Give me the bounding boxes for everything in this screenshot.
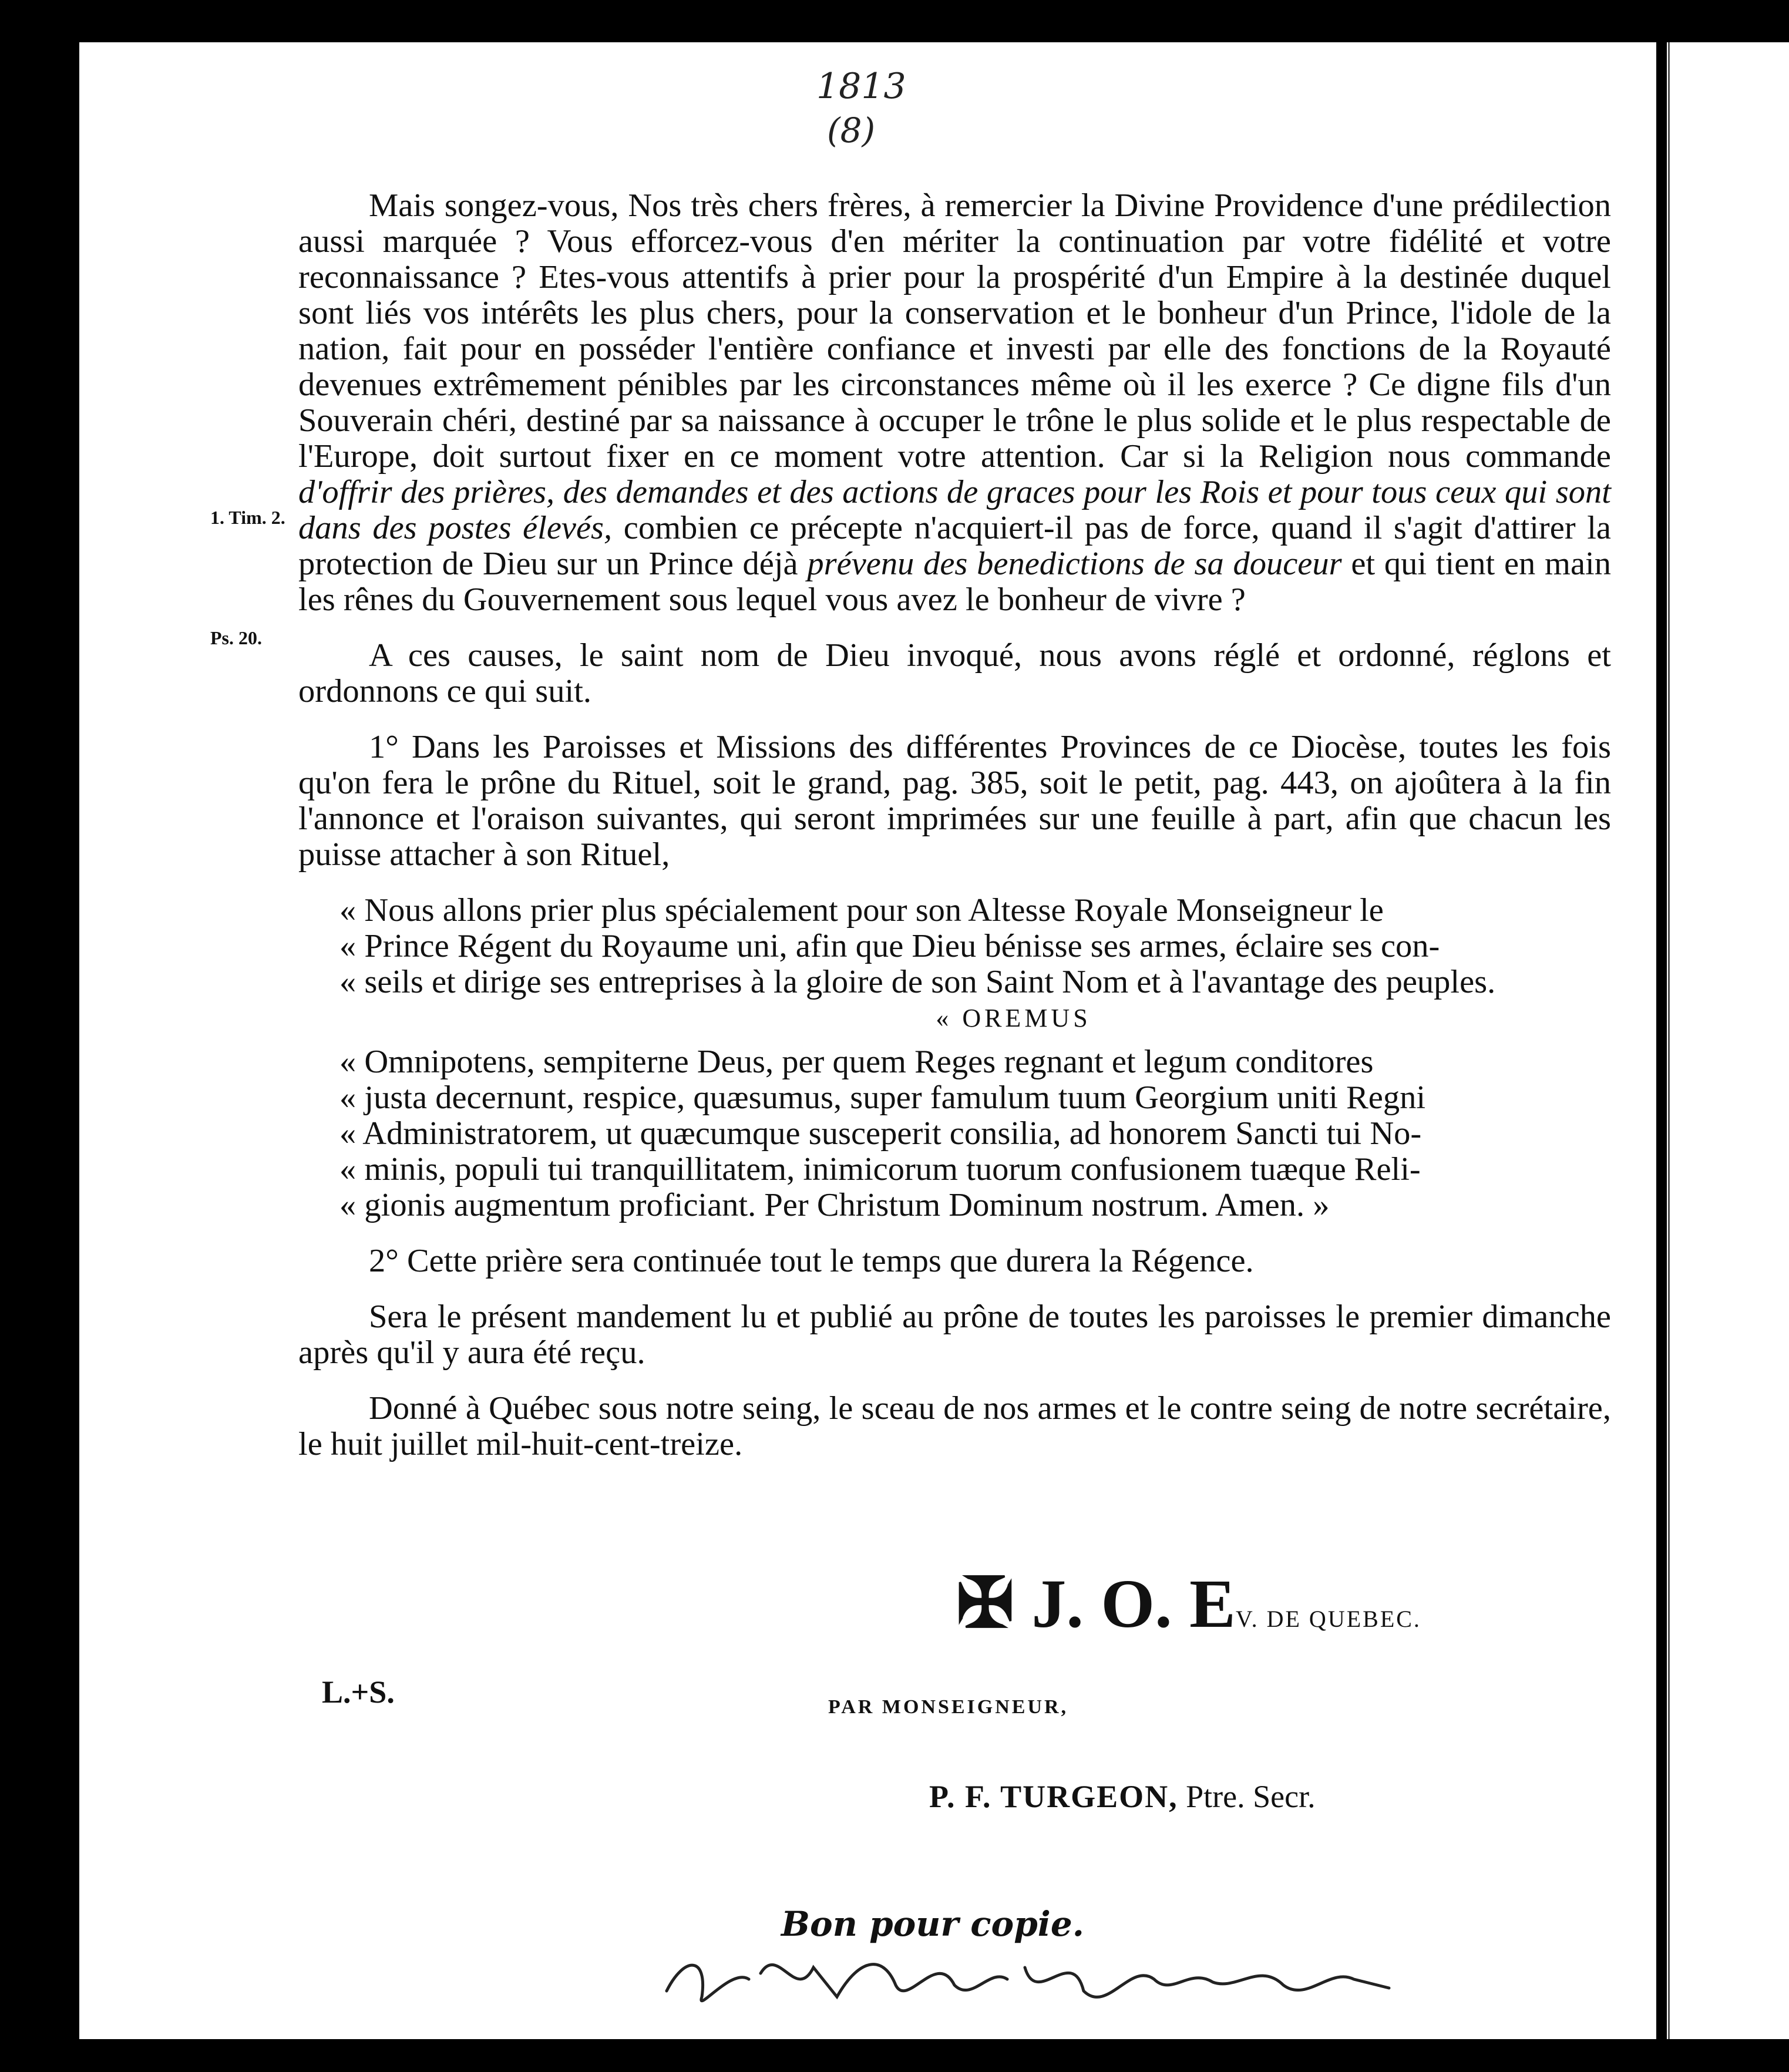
paragraph-2: A ces causes, le saint nom de Dieu invoqué, nous avons réglé et ordonné, réglons et ordonnons ce qui suit. <box>298 637 1611 709</box>
prayer-line: « gionis augmentum proficiant. Per Christum Dominum nostrum. Amen. » <box>339 1187 1330 1223</box>
prayer-line: « Administratorem, ut quæcumque susceperit consilia, ad honorem Sancti tui No- <box>339 1115 1422 1152</box>
adjacent-page-edge <box>1667 42 1789 2039</box>
prayer-line: « Omnipotens, sempiterne Deus, per quem Reges regnant et legum conditores <box>339 1044 1374 1080</box>
paragraph-5: Sera le présent mandement lu et publié au prône de toutes les paroisses le premier dimanche après qu'il y aura été reçu. <box>298 1299 1611 1371</box>
paragraph-1: Mais songez-vous, Nos très chers frères, à remercier la Divine Providence d'une prédilection aussi marquée ? Vous efforcez-vous d'en mériter la continuation par votre fidélité et votre reconnaissance ? Etes-vous attentifs à prier pour la prospérité d'un Empire à la destinée duquel sont liés vos intérêts les plus chers, pour la conservation et le bonheur d'un Prince, l'idole de la nation, fait pour en posséder l'entière confiance et investi par elle des fonctions de la Royauté devenues extrêmement pénibles par les circonstances même où il les exerce ? Ce digne fils d'un Souverain chéri, destiné par sa naissance à occuper le trône le plus solide et le plus respectable de l'Europe, doit surtout fixer en ce moment votre attention. Car si la Religion nous commande d'offrir des prières, des demandes et des actions de graces pour les Rois et pour tous ceux qui sont dans des postes élevés, combien ce précepte n'acquiert-il pas de force, quand il s'agit d'attirer la protection de Dieu sur un Prince déjà prévenu des benedictions de sa douceur et qui tient en main les rênes du Gouvernement sous lequel vous avez le bonheur de vivre ? <box>298 187 1611 618</box>
bishop-see: V. DE QUEBEC. <box>1235 1606 1421 1632</box>
paragraph-4: 2° Cette prière sera continuée tout le temps que durera la Régence. <box>369 1243 1254 1279</box>
margin-ref-psalm: Ps. 20. <box>210 627 262 648</box>
paragraph-3: 1° Dans les Paroisses et Missions des différentes Provinces de ce Diocèse, toutes les fois qu'on fera le prône du Rituel, soit le grand, pag. 385, soit le petit, pag. 443, on ajoûtera à la fin l'annonce et l'oraison suivantes, qui seront imprimées sur une feuille à part, afin que chacun les puisse attacher à son Rituel, <box>298 729 1611 873</box>
paragraph-6: Donné à Québec sous notre seing, le sceau de nos armes et le contre seing de notre secrétaire, le huit juillet mil-huit-cent-treize. <box>298 1390 1611 1462</box>
scripture-quote-2: prévenu des benedictions de sa douceur <box>807 546 1342 582</box>
handwritten-page-number: (8) <box>827 110 876 150</box>
seal-mark: L.+S. <box>322 1674 395 1710</box>
scripture-quote-1: d'offrir des prières, des demandes et des actions de graces pour les Rois et pour tous ceux qui sont dans des postes élevés, <box>298 474 1611 546</box>
par-monseigneur: PAR MONSEIGNEUR, <box>828 1696 1069 1718</box>
handwritten-year: 1813 <box>816 66 906 107</box>
prayer-french <box>298 893 1611 1000</box>
copy-certification: Bon pour copie. <box>781 1904 1084 1944</box>
handwritten-signature-scrawl <box>661 1932 1424 2020</box>
page-divider <box>1668 42 1670 2039</box>
prayer-line: « minis, populi tui tranquillitatem, inimicorum tuorum confusionem tuæque Reli- <box>339 1151 1421 1188</box>
bishop-signature: ✠ J. O. EV. DE QUEBEC. <box>956 1565 1421 1642</box>
margin-ref-timothy: 1. Tim. 2. <box>210 507 285 528</box>
prayer-line: « justa decernunt, respice, quæsumus, super famulum tuum Georgium uniti Regni <box>339 1079 1426 1116</box>
oremus-heading: « OREMUS <box>936 1004 1091 1032</box>
prayer-line: « Nous allons prier plus spécialement pour son Altesse Royale Monseigneur le <box>339 892 1384 929</box>
prayer-latin <box>298 1044 1611 1223</box>
prayer-line: « Prince Régent du Royaume uni, afin que Dieu bénisse ses armes, éclaire ses con- <box>339 928 1440 964</box>
prayer-line: « seils et dirige ses entreprises à la gloire de son Saint Nom et à l'avantage des peuples. <box>339 964 1496 1000</box>
secretary-signature: P. F. TURGEON, Ptre. Secr. <box>929 1779 1316 1814</box>
mandement-body <box>298 188 1611 1462</box>
